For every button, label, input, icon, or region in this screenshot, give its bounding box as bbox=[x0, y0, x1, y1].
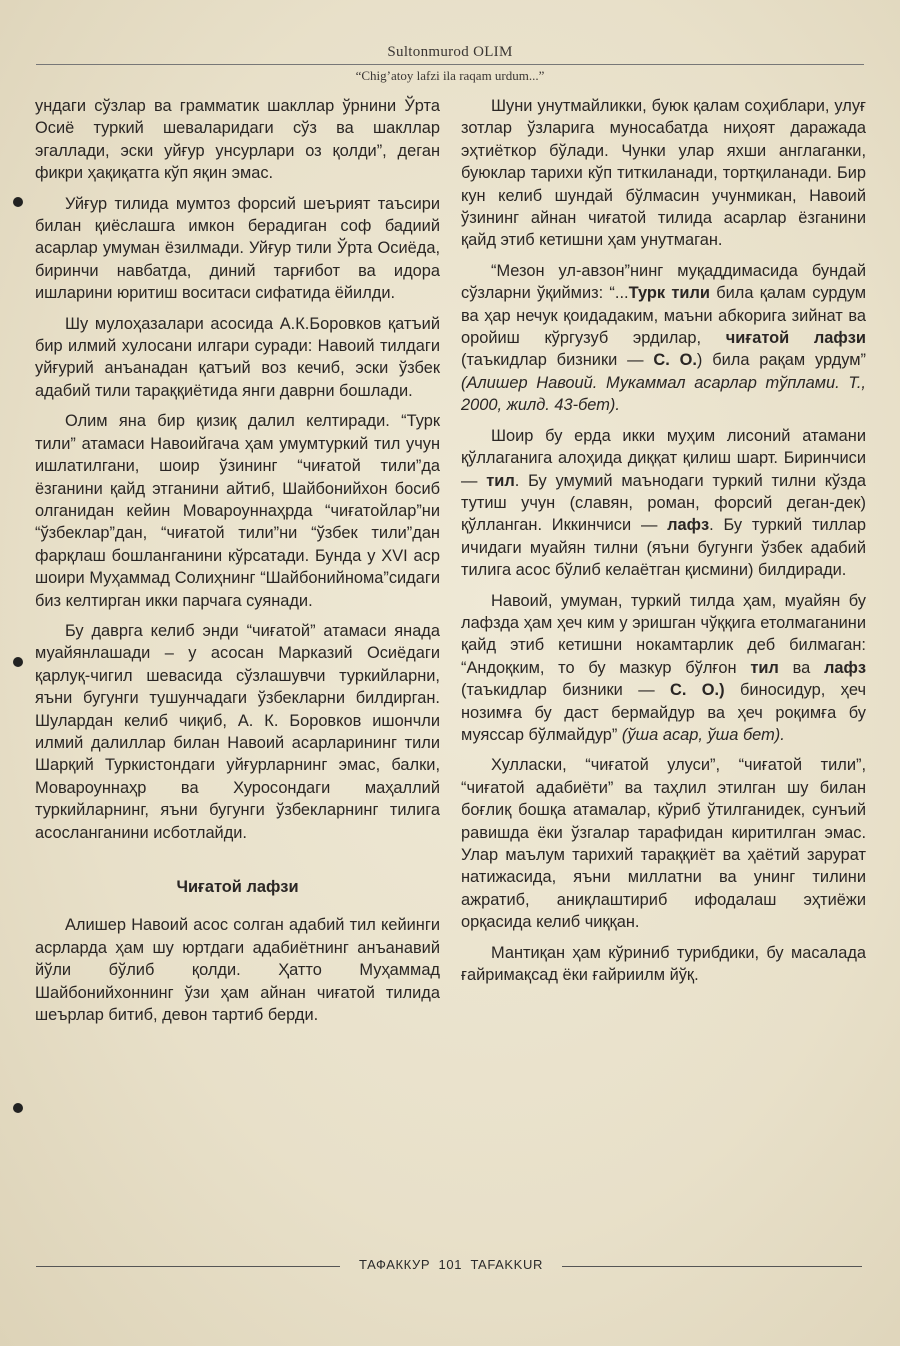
text: . Бу умумий маънодаги туркий тилни кўзда тутиш учун (славян, роман, форсий деган-дек) қўлланган. Иккинчиси — bbox=[461, 471, 866, 535]
paragraph: ундаги сўзлар ва грамматик шакллар ўрнини Ўрта Осиё туркий шеваларидаги сўз ва шакллар эгаллади, эски уйғур унсурлари оз қолди”, деган фикри ҳақиқатга кўп яқин эмас. bbox=[35, 97, 440, 183]
text: Навоий, умуман, туркий тилда ҳам, муайян бу лафзда ҳам ҳеч ким у эришган чўққига етолмаганини қайд этиб кетишни нокамтарлик деб билмаган: “Андоқким, то бу мазкур бўлғон bbox=[461, 591, 866, 677]
emphasis: лафз bbox=[823, 658, 866, 677]
citation: (ўша асар, ўша бет). bbox=[621, 725, 785, 744]
text: ва bbox=[778, 658, 824, 677]
paragraph: Хулласки, “чиғатой улуси”, “чиғатой тили”, “чиғатой адабиёти” ва таҳлил этилган шу билан боғлиқ бошқа атамалар, кўриб ўтилганидек, сунъий равишда ёки ўзгалар тарафидан киритилган эмас. Улар маълум тарихий тараққиёт ва ҳаётий зарурат натижасида, яъни миллатни ва унинг тилини ажратиб, аниқлаштириб ифодалаш эҳтиёжи орқасида келиб чиққан. bbox=[461, 756, 866, 932]
emphasis: С. О.) bbox=[670, 681, 725, 700]
footer-rule-right bbox=[562, 1266, 862, 1267]
text: ) била рақам урдум” bbox=[696, 351, 866, 370]
running-header-author: Sultonmurod OLIM bbox=[387, 44, 513, 60]
paragraph bbox=[461, 590, 866, 747]
footer-rule-left bbox=[36, 1266, 340, 1267]
text: “Мезон ул-авзон”нинг муқаддимасида бундай сўзларни ўқиймиз: “... bbox=[461, 261, 866, 303]
page-number: 101 bbox=[438, 1257, 463, 1272]
text: (таъкидлар бизники — bbox=[461, 681, 671, 700]
paragraph: Шуни унутмайликки, буюк қалам соҳиблари, улуғ зотлар ўзларига муносабатда ниҳоят даражада эҳтиёткор бўлади. Чунки улар яхши англаганки, буюклар тарихи кўп титкиланади, тортқиланади. Бир кун келиб шундай бўлмасин учунмикан, Навоий ўзининг айнан чиғатой тилида асарлар ёзганини қайд этиб кетишни ҳам унутмаган. bbox=[461, 97, 866, 250]
text: (таъкидлар бизники — bbox=[461, 351, 654, 370]
binder-hole bbox=[13, 657, 23, 667]
right-column bbox=[461, 95, 866, 986]
paragraph: Олим яна бир қизиқ далил келтиради. “Турк тили” атамаси Навоийгача ҳам умумтуркий тил учун ишлатилгани, шоир ўзининг “чиғатой тили”да ёзганини қайд этганини айтиб, Шайбонийхон босиб олганидан кейин Мовароуннаҳрда “чиғатойлар”ни “ўзбеклар”дан, “чиғатой тили”ни “ўзбек тили”дан фарқлаш бошланганини кўрсатади. Бунда у XVI аср шоири Муҳаммад Солиҳнинг “Шайбонийнома”сидаги биз келтирган икки парчага суянади. bbox=[35, 412, 440, 610]
paragraph: Бу даврга келиб энди “чиғатой” атамаси янада муайянлашади – у асосан Марказий Осиёдаги қарлуқ-чигил шевасида сўзлашувчи туркийларни, яъни бугунги тушунчадаги ўзбекларни билдирган. Шулардан келиб чиқиб, А. К. Боровков ишончли илмий далиллар билан Навоий асарларининг тили Шарқий Туркистондаги уйғурларнинг эмас, балки, Мовароуннаҳр ва Хуросондаги маҳаллий туркийларнинг, яъни бугунги ўзбекларнинг тилига асосланганини исботлайди. bbox=[35, 621, 440, 842]
section-heading: Чиғатой лафзи bbox=[176, 878, 299, 896]
page-footer bbox=[0, 1257, 900, 1277]
paragraph: Мантиқан ҳам кўриниб турибдики, бу масалада ғайримақсад ёки ғайриилм йўқ. bbox=[461, 943, 866, 985]
emphasis: Турк тили bbox=[628, 284, 710, 303]
header-rule bbox=[36, 64, 864, 65]
left-column bbox=[35, 95, 440, 1026]
citation: (Алишер Навоий. Мукаммал асарлар тўплами. Т., 2000, жилд. 43-бет). bbox=[461, 373, 866, 415]
text: . Бу туркий тиллар ичидаги муайян тилни (яъни бугунги ўзбек адабий тилига асос бўлиб келаётган қисмини) билдиради. bbox=[461, 516, 866, 580]
emphasis: лафз bbox=[667, 516, 710, 535]
text: Шоир бу ерда икки муҳим лисоний атамани қўллаганига алоҳида диққат қилиш шарт. Биринчиси — bbox=[461, 426, 866, 490]
running-header-subtitle: “Chig’atoy lafzi ila raqam urdum...” bbox=[355, 68, 545, 83]
footer-text bbox=[340, 1257, 562, 1272]
footer-journal-latin: TAFAKKUR bbox=[470, 1257, 543, 1272]
text: била қалам сурдум ва ҳар нечук қоидадаким, маъни абкорига зийнат ва оройиш кўргузуб эрдилар, bbox=[461, 284, 866, 348]
paragraph: Алишер Навоий асос солган адабий тил кейинги асрларда ҳам шу юртдаги адабиётнинг анъанавий йўли бўлиб қолди. Ҳатто Муҳаммад Шайбонийхоннинг ўзи ҳам айнан чиғатой тилида шеърлар битиб, девон тартиб берди. bbox=[35, 916, 440, 1025]
binder-hole bbox=[13, 197, 23, 207]
paragraph: Уйғур тилида мумтоз форсий шеърият таъсири билан қиёслашга имкон берадиган соф бадиий асарлар умуман ёзилмади. Уйғур тили Ўрта Осиёда, биринчи навбатда, диний тарғибот ва идора ишларини юритиш воситаси сифатида ёйилди. bbox=[35, 194, 440, 303]
emphasis: С. О. bbox=[653, 351, 697, 370]
paragraph bbox=[461, 260, 866, 417]
paragraph: Шу мулоҳазалари асосида А.К.Боровков қатъий бир илмий хулосани илгари суради: Навоий тилдаги уйғурий анъанадан қатъий воз кечиб, эски ўзбек адабий тили тараққиётида янги даврни бошлади. bbox=[35, 314, 440, 400]
footer-journal-cyrillic: ТАФАККУР bbox=[359, 1257, 431, 1272]
binder-hole bbox=[13, 1103, 23, 1113]
emphasis: тил bbox=[486, 471, 515, 490]
paragraph bbox=[461, 425, 866, 582]
text: биносидур, ҳеч нозимға бу даст бермайдур ва ҳеч роқимға бу муяссар бўлмайдур” bbox=[461, 681, 866, 744]
emphasis: тил bbox=[750, 658, 779, 677]
emphasis: чиғатой лафзи bbox=[725, 329, 866, 348]
